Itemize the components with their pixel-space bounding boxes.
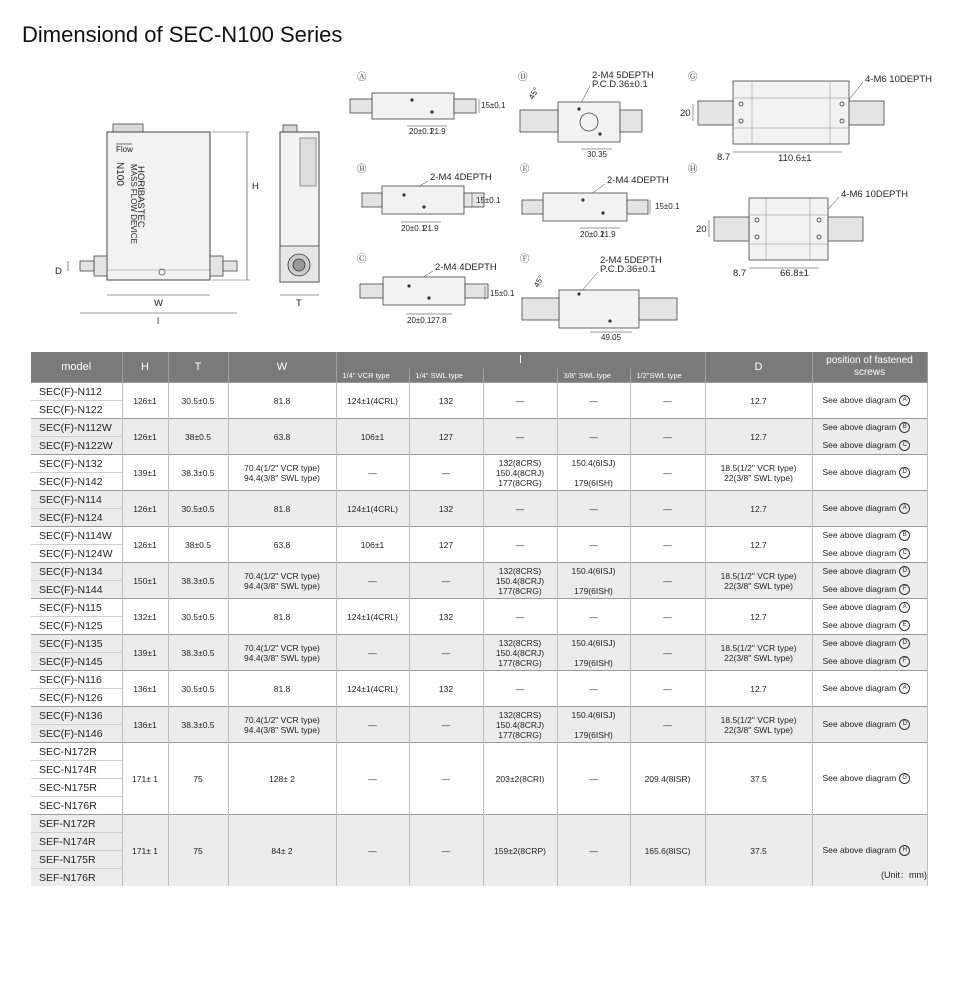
cell-l4: 150.4(6ISJ) 179(6ISH) — [557, 455, 630, 491]
cell-l1: 106±1 — [336, 527, 409, 563]
cell-l1: — — [336, 563, 409, 599]
table-row — [31, 635, 927, 653]
cell-l2: 132 — [409, 671, 483, 707]
table-row — [31, 707, 927, 725]
diagram-mark: A — [899, 683, 910, 694]
diagram-e-d2: 20±0.1 — [580, 230, 605, 239]
cell-t: 30.5±0.5 — [168, 599, 228, 635]
cell-l4: 150.4(6ISJ) 179(6ISH) — [557, 563, 630, 599]
cell-l2: — — [409, 455, 483, 491]
cell-d: 18.5(1/2" VCR type) 22(3/8" SWL type) — [705, 707, 812, 743]
diagram-mark: B — [899, 422, 910, 433]
cell-w: 70.4(1/2" VCR type) 94.4(3/8" SWL type) — [228, 563, 336, 599]
position-cell — [812, 581, 927, 599]
diagram-g — [680, 72, 932, 164]
position-cell — [812, 383, 927, 419]
model-cell: SEC(F)-N126 — [31, 689, 122, 707]
model-group — [31, 635, 927, 671]
cell-w: 81.8 — [228, 383, 336, 419]
cell-l4: — — [557, 527, 630, 563]
cell-l5: 209.4(8ISR) — [630, 743, 705, 815]
position-cell — [812, 617, 927, 635]
position-text: See above diagram — [822, 619, 897, 630]
diagram-e-d3: 21.9 — [600, 230, 616, 239]
diagram-mark: A — [899, 503, 910, 514]
model-group — [31, 455, 927, 491]
cell-l4: — — [557, 491, 630, 527]
diagram-mark: G — [899, 773, 910, 784]
model-group — [31, 743, 927, 815]
model-cell: SEF-N172R — [31, 815, 122, 833]
cell-w: 81.8 — [228, 599, 336, 635]
model-cell: SEC(F)-N125 — [31, 617, 122, 635]
cell-l4: — — [557, 419, 630, 455]
diagram-f-d1: 49.05 — [601, 333, 622, 342]
cell-w: 63.8 — [228, 527, 336, 563]
diagram-d-d1: 30.35 — [587, 150, 608, 159]
diagram-g-d1: 20 — [680, 108, 691, 119]
cell-l5: — — [630, 419, 705, 455]
model-cell: SEC(F)-N114W — [31, 527, 122, 545]
diagram-mark: B — [899, 530, 910, 541]
cell-l3: — — [483, 419, 557, 455]
position-cell — [812, 671, 927, 707]
model-group — [31, 707, 927, 743]
cell-l5: — — [630, 491, 705, 527]
model-group — [31, 671, 927, 707]
model-cell: SEC(F)-N124 — [31, 509, 122, 527]
model-cell: SEC(F)-N116 — [31, 671, 122, 689]
diagram-b — [357, 164, 501, 233]
diagram-mark: D — [899, 719, 910, 730]
dim-l: l — [157, 316, 160, 327]
cell-t: 30.5±0.5 — [168, 491, 228, 527]
diagram-a-d3: 21.9 — [430, 127, 446, 136]
position-text: See above diagram — [822, 394, 897, 405]
model-group — [31, 491, 927, 527]
diagram-f — [520, 254, 677, 342]
cell-d: 12.7 — [705, 671, 812, 707]
cell-t: 38.3±0.5 — [168, 563, 228, 599]
model-group — [31, 419, 927, 455]
position-cell — [812, 635, 927, 653]
cell-l3: — — [483, 383, 557, 419]
cell-l4: 150.4(6ISJ) 179(6ISH) — [557, 707, 630, 743]
cell-l4: — — [557, 383, 630, 419]
cell-h: 136±1 — [122, 671, 168, 707]
header-w: W — [228, 352, 336, 383]
cell-t: 30.5±0.5 — [168, 383, 228, 419]
mass-flow-label: MASS FLOW DEVICE — [129, 164, 138, 245]
model-cell: SEC(F)-N135 — [31, 635, 122, 653]
position-cell — [812, 545, 927, 563]
cell-h: 171± 1 — [122, 743, 168, 815]
diagram-d — [518, 70, 654, 159]
cell-d: 12.7 — [705, 383, 812, 419]
position-text: See above diagram — [822, 718, 897, 729]
model-cell: SEC(F)-N134 — [31, 563, 122, 581]
cell-l5: 165.6(8ISC) — [630, 815, 705, 887]
position-cell — [812, 419, 927, 437]
model-cell: SEC(F)-N142 — [31, 473, 122, 491]
diagram-f-angle: 45° — [531, 274, 546, 289]
cell-l4: 150.4(6ISJ) 179(6ISH) — [557, 635, 630, 671]
header-l: l — [336, 352, 705, 368]
spec-table — [31, 352, 928, 886]
header-sub-3 — [483, 368, 557, 383]
table-row — [31, 527, 927, 545]
cell-h: 139±1 — [122, 635, 168, 671]
cell-t: 38±0.5 — [168, 419, 228, 455]
position-text: See above diagram — [822, 422, 897, 433]
cell-w: 70.4(1/2" VCR type) 94.4(3/8" SWL type) — [228, 707, 336, 743]
table-row — [31, 455, 927, 473]
model-cell: SEC(F)-N146 — [31, 725, 122, 743]
cell-h: 126±1 — [122, 527, 168, 563]
diagram-b-d2: 20±0.1 — [401, 224, 426, 233]
position-text: See above diagram — [822, 602, 897, 613]
model-cell: SEC(F)-N112 — [31, 383, 122, 401]
diagram-c — [357, 254, 515, 325]
model-cell: SEC-N176R — [31, 797, 122, 815]
diagram-g-d2: 8.7 — [717, 152, 731, 163]
cell-l4: — — [557, 671, 630, 707]
cell-t: 38.3±0.5 — [168, 455, 228, 491]
cell-l3: 159±2(8CRP) — [483, 815, 557, 887]
diagram-b-note: 2-M4 4DEPTH — [430, 172, 492, 183]
cell-l1: 124±1(4CRL) — [336, 491, 409, 527]
model-cell: SEC(F)-N122 — [31, 401, 122, 419]
cell-l1: — — [336, 707, 409, 743]
diagram-d-note1: 2-M4 5DEPTH — [592, 70, 654, 81]
cell-l1: — — [336, 455, 409, 491]
diagram-a-d1: 15±0.1 — [481, 101, 506, 110]
cell-l2: — — [409, 563, 483, 599]
position-cell — [812, 743, 927, 815]
diagram-h-d1: 20 — [696, 224, 707, 235]
header-sub-5: 1/2"SWL type — [630, 368, 705, 383]
cell-l3: 132(8CRS) 150.4(8CRJ) 177(8CRG) — [483, 707, 557, 743]
diagram-b-d3: 21.9 — [423, 224, 439, 233]
diagram-h-note: 4-M6 10DEPTH — [841, 189, 909, 200]
position-cell — [812, 707, 927, 743]
cell-l5: — — [630, 599, 705, 635]
cell-l2: — — [409, 707, 483, 743]
n100-logo: N100 — [114, 162, 125, 186]
header-sub-2: 1/4" SWL type — [409, 368, 483, 383]
diagram-h-d2: 8.7 — [733, 268, 747, 279]
table-row — [31, 491, 927, 509]
page-title: Dimensiond of SEC-N100 Series — [22, 22, 343, 47]
cell-l3: 132(8CRS) 150.4(8CRJ) 177(8CRG) — [483, 563, 557, 599]
model-cell: SEF-N175R — [31, 851, 122, 869]
cell-t: 38.3±0.5 — [168, 635, 228, 671]
diagram-a — [350, 72, 506, 136]
cell-w: 84± 2 — [228, 815, 336, 887]
model-cell: SEC(F)-N114 — [31, 491, 122, 509]
diagram-c-label: Ⓒ — [357, 254, 367, 265]
cell-l3: 203±2(8CRI) — [483, 743, 557, 815]
cell-h: 150±1 — [122, 563, 168, 599]
diagram-e-note: 2-M4 4DEPTH — [607, 175, 669, 186]
cell-l5: — — [630, 455, 705, 491]
diagram-d-angle: 45° — [526, 86, 541, 101]
diagram-f-label: Ⓕ — [520, 254, 530, 265]
model-cell: SEF-N174R — [31, 833, 122, 851]
cell-h: 171± 1 — [122, 815, 168, 887]
cell-t: 75 — [168, 743, 228, 815]
brand-label: HORIBASTEC — [135, 166, 146, 228]
diagram-mark: A — [899, 602, 910, 613]
cell-l5: — — [630, 707, 705, 743]
cell-l3: 132(8CRS) 150.4(8CRJ) 177(8CRG) — [483, 635, 557, 671]
model-cell: SEC-N175R — [31, 779, 122, 797]
diagram-mark: H — [899, 845, 910, 856]
table-row — [31, 743, 927, 761]
cell-l5: — — [630, 635, 705, 671]
cell-l2: 132 — [409, 383, 483, 419]
model-cell: SEC(F)-N112W — [31, 419, 122, 437]
cell-t: 75 — [168, 815, 228, 887]
diagram-mark: C — [899, 440, 910, 451]
diagram-f-note1: 2-M4 5DEPTH — [600, 255, 662, 266]
cell-l5: — — [630, 563, 705, 599]
diagram-b-d1: 15±0.1 — [476, 196, 501, 205]
cell-l1: — — [336, 743, 409, 815]
table-row — [31, 419, 927, 437]
table-row — [31, 383, 927, 401]
diagram-mark: F — [899, 584, 910, 595]
cell-h: 139±1 — [122, 455, 168, 491]
diagram-b-label: Ⓑ — [357, 164, 367, 175]
table-row — [31, 671, 927, 689]
model-cell: SEC(F)-N136 — [31, 707, 122, 725]
cell-l2: 127 — [409, 419, 483, 455]
diagram-c-d3: 27.8 — [431, 316, 447, 325]
cell-w: 70.4(1/2" VCR type) 94.4(3/8" SWL type) — [228, 455, 336, 491]
position-cell — [812, 527, 927, 545]
cell-l2: 127 — [409, 527, 483, 563]
cell-d: 18.5(1/2" VCR type) 22(3/8" SWL type) — [705, 563, 812, 599]
position-text: See above diagram — [822, 530, 897, 541]
cell-h: 126±1 — [122, 491, 168, 527]
position-text: See above diagram — [822, 547, 897, 558]
cell-w: 70.4(1/2" VCR type) 94.4(3/8" SWL type) — [228, 635, 336, 671]
position-text: See above diagram — [822, 772, 897, 783]
position-text: See above diagram — [822, 583, 897, 594]
diagram-c-note: 2-M4 4DEPTH — [435, 262, 497, 273]
diagram-d-note2: P.C.D.36±0.1 — [592, 79, 648, 90]
cell-l4: — — [557, 743, 630, 815]
position-text: See above diagram — [822, 439, 897, 450]
diagram-e-label: Ⓔ — [520, 164, 530, 175]
cell-w: 128± 2 — [228, 743, 336, 815]
diagram-mark: C — [899, 548, 910, 559]
diagram-mark: D — [899, 566, 910, 577]
model-cell: SEF-N176R — [31, 869, 122, 887]
cell-l1: 124±1(4CRL) — [336, 671, 409, 707]
cell-l4: — — [557, 599, 630, 635]
diagram-h-label: Ⓗ — [688, 164, 698, 175]
cell-l3: — — [483, 599, 557, 635]
position-cell — [812, 563, 927, 581]
position-text: See above diagram — [822, 466, 897, 477]
cell-t: 30.5±0.5 — [168, 671, 228, 707]
cell-h: 126±1 — [122, 383, 168, 419]
cell-l3: — — [483, 491, 557, 527]
cell-w: 81.8 — [228, 491, 336, 527]
dim-t: T — [296, 298, 302, 309]
cell-l2: 132 — [409, 599, 483, 635]
diagram-mark: E — [899, 620, 910, 631]
table-row — [31, 815, 927, 833]
cell-l3: 132(8CRS) 150.4(8CRJ) 177(8CRG) — [483, 455, 557, 491]
position-cell — [812, 599, 927, 617]
dimension-drawings — [0, 0, 957, 350]
flow-label: Flow — [116, 145, 133, 154]
diagram-h-d3: 66.8±1 — [780, 268, 809, 279]
cell-l1: 124±1(4CRL) — [336, 599, 409, 635]
model-group — [31, 527, 927, 563]
cell-l1: — — [336, 635, 409, 671]
cell-l2: — — [409, 743, 483, 815]
model-group — [31, 383, 927, 419]
position-cell — [812, 491, 927, 527]
cell-d: 37.5 — [705, 815, 812, 887]
diagram-a-label: Ⓐ — [357, 72, 367, 83]
diagram-mark: A — [899, 395, 910, 406]
header-sub-4: 3/8" SWL type — [557, 368, 630, 383]
diagram-e — [520, 164, 680, 239]
cell-d: 37.5 — [705, 743, 812, 815]
model-group — [31, 563, 927, 599]
cell-l4: — — [557, 815, 630, 887]
model-group — [31, 815, 927, 887]
model-cell: SEC(F)-N145 — [31, 653, 122, 671]
model-cell: SEC-N172R — [31, 743, 122, 761]
diagram-g-note: 4-M6 10DEPTH — [865, 74, 933, 85]
cell-l2: — — [409, 815, 483, 887]
cell-h: 132±1 — [122, 599, 168, 635]
cell-l2: 132 — [409, 491, 483, 527]
dim-h: H — [252, 181, 259, 192]
cell-d: 12.7 — [705, 491, 812, 527]
diagram-mark: D — [899, 467, 910, 478]
cell-d: 18.5(1/2" VCR type) 22(3/8" SWL type) — [705, 635, 812, 671]
diagram-mark: F — [899, 656, 910, 667]
unit-note: (Unit：mm) — [881, 870, 927, 880]
drawings-svg — [0, 0, 957, 350]
cell-w: 63.8 — [228, 419, 336, 455]
cell-d: 12.7 — [705, 527, 812, 563]
position-text: See above diagram — [822, 655, 897, 666]
cell-l5: — — [630, 671, 705, 707]
cell-h: 136±1 — [122, 707, 168, 743]
cell-l3: — — [483, 527, 557, 563]
diagram-g-d3: 110.6±1 — [778, 153, 812, 164]
cell-d: 12.7 — [705, 599, 812, 635]
position-text: See above diagram — [822, 682, 897, 693]
position-text: See above diagram — [822, 502, 897, 513]
model-cell: SEC(F)-N122W — [31, 437, 122, 455]
diagram-c-d2: 20±0.1 — [407, 316, 432, 325]
position-text: See above diagram — [822, 844, 897, 855]
header-model: model — [31, 352, 122, 383]
dim-w: W — [154, 298, 163, 309]
cell-d: 18.5(1/2" VCR type) 22(3/8" SWL type) — [705, 455, 812, 491]
cell-h: 126±1 — [122, 419, 168, 455]
cell-d: 12.7 — [705, 419, 812, 455]
cell-l3: — — [483, 671, 557, 707]
model-group — [31, 599, 927, 635]
model-cell: SEC(F)-N132 — [31, 455, 122, 473]
diagram-f-note2: P.C.D.36±0.1 — [600, 264, 656, 275]
diagram-g-label: Ⓖ — [688, 72, 698, 83]
position-cell — [812, 437, 927, 455]
diagram-d-label: Ⓓ — [518, 72, 528, 83]
cell-w: 81.8 — [228, 671, 336, 707]
header-sub-1: 1/4" VCR type — [336, 368, 409, 383]
header-d: D — [705, 352, 812, 383]
model-cell: SEC(F)-N124W — [31, 545, 122, 563]
cell-l2: — — [409, 635, 483, 671]
position-text: See above diagram — [822, 638, 897, 649]
header-position: position of fastened screws — [812, 352, 927, 383]
table-row — [31, 563, 927, 581]
diagram-a-d2: 20±0.1 — [409, 127, 434, 136]
cell-t: 38.3±0.5 — [168, 707, 228, 743]
position-cell — [812, 455, 927, 491]
header-h: H — [122, 352, 168, 383]
cell-l1: 124±1(4CRL) — [336, 383, 409, 419]
dim-d: D — [55, 266, 62, 277]
model-cell: SEC(F)-N115 — [31, 599, 122, 617]
cell-t: 38±0.5 — [168, 527, 228, 563]
diagram-c-d1: 15±0.1 — [490, 289, 515, 298]
model-cell: SEC-N174R — [31, 761, 122, 779]
diagram-e-d1: 15±0.1 — [655, 202, 680, 211]
cell-l5: — — [630, 383, 705, 419]
header-t: T — [168, 352, 228, 383]
diagram-mark: D — [899, 638, 910, 649]
cell-l5: — — [630, 527, 705, 563]
position-cell — [812, 653, 927, 671]
cell-l1: 106±1 — [336, 419, 409, 455]
cell-l1: — — [336, 815, 409, 887]
model-cell: SEC(F)-N144 — [31, 581, 122, 599]
diagram-h — [688, 164, 908, 279]
position-text: See above diagram — [822, 566, 897, 577]
front-view — [55, 124, 259, 327]
table-row — [31, 599, 927, 617]
side-view — [280, 125, 319, 309]
